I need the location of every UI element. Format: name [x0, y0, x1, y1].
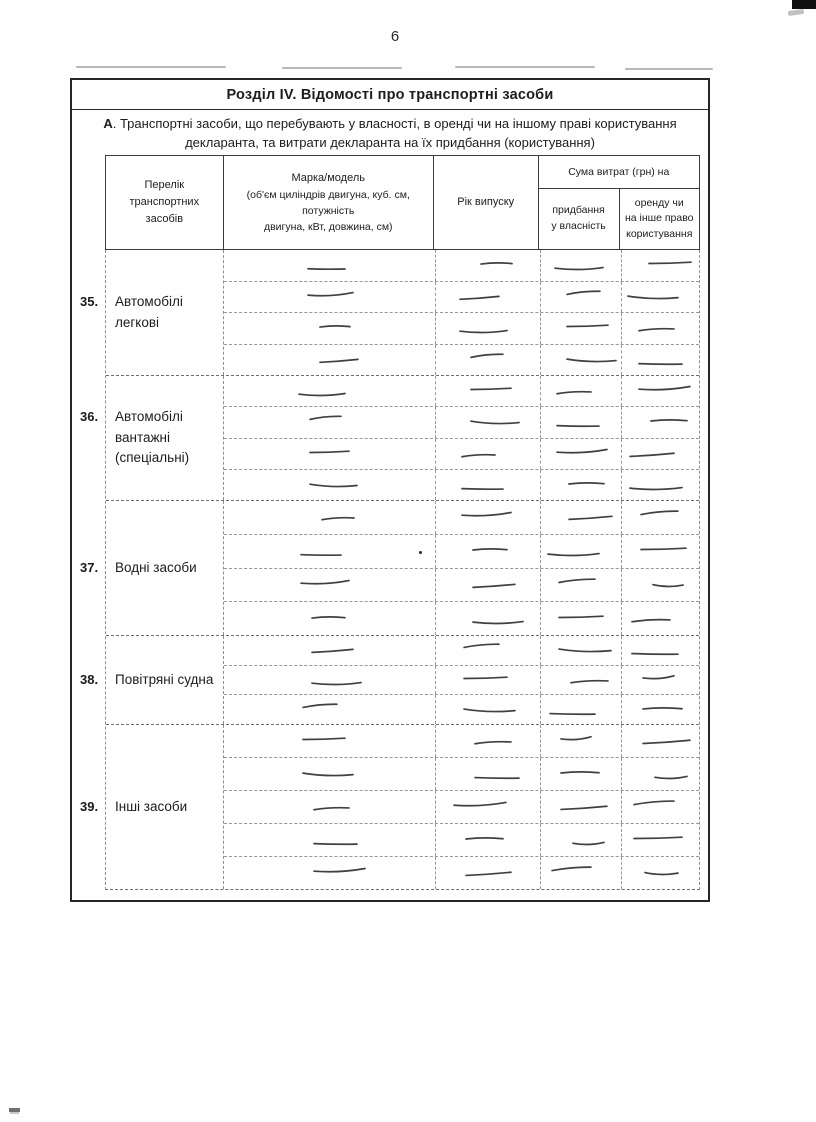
scan-streak-artifact: [455, 66, 595, 68]
entry-row: [224, 438, 699, 469]
entry-cell-purchase: [540, 695, 621, 724]
handwritten-dash-mark: [319, 514, 355, 525]
entry-cell-model: [224, 376, 435, 406]
entry-cell-year: [435, 791, 540, 823]
handwritten-dash-mark: [565, 321, 610, 331]
vehicle-row-group: [80, 250, 699, 375]
row-label-cell: [80, 725, 224, 889]
scan-corner-mark: [792, 0, 816, 9]
handwritten-dash-mark: [296, 389, 346, 400]
entry-cell-model: [224, 602, 435, 635]
entry-cell-year: [435, 439, 540, 469]
handwritten-dash-mark: [637, 382, 692, 394]
handwritten-dash-mark: [459, 450, 496, 461]
handwritten-dash-mark: [555, 388, 593, 399]
handwritten-dash-mark: [459, 509, 512, 520]
handwritten-dash-mark: [632, 833, 684, 843]
entry-row: [224, 665, 699, 695]
page-number: 6: [390, 28, 400, 45]
entry-cell-rent: [621, 345, 699, 376]
entry-cell-purchase: [540, 791, 621, 823]
handwritten-dash-mark: [547, 708, 596, 720]
entry-row: [224, 856, 699, 889]
handwritten-dash-mark: [559, 733, 593, 744]
handwritten-dash-mark: [473, 772, 521, 784]
header-model-column: [224, 156, 434, 249]
entry-cell-purchase: [540, 345, 621, 376]
handwritten-dash-mark: [459, 483, 504, 495]
handwritten-dash-mark: [312, 804, 351, 815]
row-label-line: Інші засоби: [115, 798, 188, 814]
row-label-line: Автомобілі: [115, 408, 183, 424]
entry-cell-year: [435, 602, 540, 635]
entry-cell-model: [224, 824, 435, 856]
entry-cell-year: [435, 313, 540, 344]
entry-cell-year: [435, 857, 540, 889]
handwritten-dash-mark: [625, 290, 679, 303]
entry-cell-model: [224, 535, 435, 568]
entry-cell-purchase: [540, 535, 621, 568]
handwritten-dash-mark: [631, 797, 675, 809]
handwritten-dash-mark: [461, 703, 516, 716]
entry-cell-model: [224, 569, 435, 602]
entry-cell-year: [435, 501, 540, 534]
entry-cell-model: [224, 636, 435, 665]
entry-cell-purchase: [540, 376, 621, 406]
handwritten-dash-mark: [312, 838, 359, 850]
row-label-cell: [80, 376, 224, 500]
entry-cell-purchase: [540, 439, 621, 469]
ink-dot-artifact: [419, 551, 422, 554]
row-entries: [224, 250, 699, 375]
header-vehicles-column: [106, 156, 224, 249]
section-title: Розділ IV. Відомості про транспортні засоби: [72, 80, 708, 110]
entry-cell-rent: [621, 824, 699, 856]
handwritten-dash-mark: [471, 580, 517, 592]
handwritten-dash-mark: [463, 833, 504, 844]
row-label: [80, 670, 214, 691]
handwritten-dash-mark: [639, 544, 688, 554]
entry-cell-purchase: [540, 407, 621, 437]
header-text-line: двигуна, кВт, довжина, см): [263, 221, 393, 234]
handwritten-dash-mark: [308, 412, 344, 424]
handwritten-dash-mark: [310, 678, 363, 689]
entry-cell-rent: [621, 758, 699, 790]
header-year-column: Рік випуску: [434, 156, 539, 249]
row-entries: [224, 725, 699, 889]
handwritten-dash-mark: [627, 449, 675, 461]
handwritten-dash-mark: [637, 325, 676, 336]
entry-cell-purchase: [540, 569, 621, 602]
row-label: [80, 292, 183, 334]
entry-cell-year: [435, 695, 540, 724]
handwritten-dash-mark: [312, 864, 367, 876]
entry-cell-year: [435, 636, 540, 665]
handwritten-dash-mark: [553, 263, 605, 274]
handwritten-dash-mark: [555, 420, 601, 432]
entry-row: [224, 601, 699, 635]
subtitle-text: . Транспортні засоби, що перебувають у власності, в оренді чи на іншому праві користування: [112, 116, 677, 131]
handwritten-dash-mark: [300, 700, 338, 712]
entry-cell-year: [435, 666, 540, 695]
entry-cell-purchase: [540, 725, 621, 757]
entry-cell-rent: [621, 313, 699, 344]
row-number: 37.: [80, 559, 99, 575]
entry-cell-rent: [621, 666, 699, 695]
handwritten-dash-mark: [457, 292, 500, 304]
entry-cell-purchase: [540, 250, 621, 281]
entry-cell-model: [224, 282, 435, 313]
entry-cell-model: [224, 501, 435, 534]
entry-cell-rent: [621, 407, 699, 437]
handwritten-dash-mark: [557, 644, 613, 657]
handwritten-dash-mark: [310, 612, 347, 623]
entry-row: [224, 636, 699, 665]
handwritten-dash-mark: [557, 612, 605, 622]
handwritten-dash-mark: [568, 677, 609, 688]
entry-cell-model: [224, 313, 435, 344]
entry-cell-year: [435, 407, 540, 437]
scan-streak-artifact: [282, 67, 402, 69]
handwritten-dash-mark: [452, 798, 508, 810]
handwritten-dash-mark: [462, 673, 509, 683]
row-label-line: вантажні: [115, 429, 171, 445]
table-body: [80, 250, 700, 890]
entry-cell-rent: [621, 282, 699, 313]
handwritten-dash-mark: [478, 259, 513, 270]
entry-cell-rent: [621, 725, 699, 757]
row-label-line: (спеціальні): [115, 450, 190, 466]
handwritten-dash-mark: [648, 416, 688, 427]
header-costs-group: [539, 156, 699, 249]
vehicle-row-group: [80, 375, 699, 500]
handwritten-dash-mark: [461, 640, 500, 652]
handwritten-dash-mark: [298, 549, 342, 561]
entry-cell-year: [435, 376, 540, 406]
entry-row: [224, 344, 699, 376]
vehicles-table: [80, 155, 700, 890]
handwritten-dash-mark: [457, 326, 508, 337]
declaration-section-box: [70, 78, 710, 902]
header-text-line: користування: [626, 227, 693, 240]
handwritten-dash-mark: [317, 355, 359, 367]
entry-row: [224, 406, 699, 437]
entry-cell-rent: [621, 501, 699, 534]
entry-cell-purchase: [540, 824, 621, 856]
entry-cell-rent: [621, 439, 699, 469]
handwritten-dash-mark: [643, 867, 681, 879]
entry-cell-model: [224, 470, 435, 500]
entry-cell-model: [224, 725, 435, 757]
handwritten-dash-mark: [641, 703, 684, 714]
row-label: [80, 797, 188, 818]
handwritten-dash-mark: [627, 482, 683, 493]
handwritten-dash-mark: [549, 863, 592, 875]
row-label-cell: [80, 501, 224, 635]
handwritten-dash-mark: [566, 512, 613, 524]
handwritten-dash-mark: [545, 549, 600, 560]
entry-cell-purchase: [540, 636, 621, 665]
entry-row: [224, 501, 699, 534]
entry-row: [224, 790, 699, 823]
entry-cell-year: [435, 758, 540, 790]
handwritten-dash-mark: [566, 478, 605, 489]
entry-cell-rent: [621, 250, 699, 281]
entry-cell-model: [224, 695, 435, 724]
handwritten-dash-mark: [463, 868, 512, 880]
handwritten-dash-mark: [564, 287, 602, 299]
vehicle-row-group: [80, 635, 699, 724]
handwritten-dash-mark: [301, 734, 347, 744]
vehicle-row-group: [80, 724, 699, 889]
scan-smudge-bottom-left: [9, 1108, 20, 1112]
row-label-line: легкові: [115, 314, 160, 330]
entry-cell-rent: [621, 636, 699, 665]
handwritten-dash-mark: [469, 416, 521, 429]
entry-cell-model: [224, 439, 435, 469]
entry-cell-rent: [621, 470, 699, 500]
header-text-line: оренду чи: [634, 197, 684, 210]
entry-cell-year: [435, 535, 540, 568]
handwritten-dash-mark: [641, 736, 692, 748]
scan-streak-artifact: [625, 68, 713, 70]
entry-cell-rent: [621, 791, 699, 823]
entry-cell-model: [224, 250, 435, 281]
entry-cell-purchase: [540, 282, 621, 313]
handwritten-dash-mark: [637, 358, 684, 370]
entry-row: [224, 725, 699, 757]
handwritten-dash-mark: [469, 350, 506, 362]
row-number: 39.: [80, 798, 99, 814]
handwritten-dash-mark: [650, 579, 685, 591]
header-rent-column: [620, 189, 699, 249]
row-label: [80, 558, 197, 579]
row-label-line: Автомобілі: [115, 293, 183, 309]
header-text-line: Перелік: [144, 178, 185, 191]
header-text-line: придбання: [552, 204, 605, 217]
entry-row: [224, 250, 699, 281]
entry-cell-model: [224, 791, 435, 823]
handwritten-dash-mark: [298, 576, 350, 587]
entry-cell-year: [435, 569, 540, 602]
header-text-line: у власність: [551, 220, 606, 232]
handwritten-dash-mark: [310, 645, 355, 657]
row-entries: [224, 376, 699, 500]
entry-cell-rent: [621, 695, 699, 724]
header-costs-subcolumns: [539, 189, 699, 249]
row-number: 36.: [80, 408, 99, 424]
header-costs-title: Сума витрат (грн) на: [539, 156, 699, 189]
handwritten-dash-mark: [308, 478, 359, 491]
handwritten-dash-mark: [557, 575, 597, 587]
handwritten-dash-mark: [559, 802, 609, 814]
handwritten-dash-mark: [471, 616, 525, 627]
row-entries: [224, 501, 699, 635]
handwritten-dash-mark: [647, 258, 693, 268]
handwritten-dash-mark: [306, 288, 355, 299]
entry-row: [224, 376, 699, 406]
header-text-line: Марка/модель: [291, 171, 365, 184]
handwritten-dash-mark: [306, 263, 347, 275]
row-number: 35.: [80, 293, 99, 309]
handwritten-dash-mark: [300, 768, 354, 781]
handwritten-dash-mark: [473, 738, 513, 749]
row-label-cell: [80, 636, 224, 724]
handwritten-dash-mark: [641, 672, 676, 683]
vehicle-row-group: [80, 500, 699, 635]
scan-corner-smudge: [788, 9, 805, 16]
row-label-cell: [80, 250, 224, 375]
entry-cell-model: [224, 857, 435, 889]
entry-cell-purchase: [540, 470, 621, 500]
subtitle-line-2: декларанта, та витрати декларанта на їх придбання (користування): [185, 134, 595, 150]
row-entries: [224, 636, 699, 724]
entry-cell-rent: [621, 535, 699, 568]
entry-row: [224, 757, 699, 790]
entry-cell-year: [435, 725, 540, 757]
entry-cell-year: [435, 345, 540, 376]
entry-cell-year: [435, 250, 540, 281]
handwritten-dash-mark: [559, 767, 601, 778]
entry-cell-purchase: [540, 857, 621, 889]
entry-cell-year: [435, 824, 540, 856]
subtitle-line-1: [72, 115, 708, 134]
entry-cell-model: [224, 758, 435, 790]
subtitle-lead-letter: А: [103, 116, 113, 131]
entry-cell-year: [435, 282, 540, 313]
entry-cell-purchase: [540, 758, 621, 790]
header-text-line: транспортних засобів: [129, 195, 200, 226]
row-label-line: Водні засоби: [115, 559, 197, 575]
handwritten-dash-mark: [652, 772, 688, 783]
entry-cell-rent: [621, 569, 699, 602]
section-subtitle: [72, 110, 708, 159]
header-text-line: на інше право: [624, 212, 694, 225]
entry-cell-model: [224, 407, 435, 437]
table-header: [105, 155, 700, 250]
handwritten-dash-mark: [555, 445, 609, 457]
entry-row: [224, 694, 699, 724]
entry-cell-rent: [621, 602, 699, 635]
handwritten-dash-mark: [570, 838, 605, 848]
entry-row: [224, 281, 699, 313]
handwritten-dash-mark: [317, 322, 351, 333]
entry-cell-purchase: [540, 313, 621, 344]
entry-cell-purchase: [540, 666, 621, 695]
entry-cell-purchase: [540, 602, 621, 635]
entry-cell-year: [435, 470, 540, 500]
entry-cell-rent: [621, 857, 699, 889]
handwritten-dash-mark: [564, 353, 617, 366]
entry-row: [224, 469, 699, 500]
entry-row: [224, 534, 699, 568]
entry-row: [224, 823, 699, 856]
handwritten-dash-mark: [308, 447, 351, 457]
handwritten-dash-mark: [629, 615, 671, 626]
entry-cell-model: [224, 666, 435, 695]
row-number: 38.: [80, 671, 99, 687]
entry-cell-model: [224, 345, 435, 376]
entry-row: [224, 568, 699, 602]
row-label: [80, 407, 190, 470]
handwritten-dash-mark: [469, 384, 513, 394]
handwritten-dash-mark: [639, 507, 680, 519]
header-text-line: (об'єм циліндрів двигуна, куб. см, потужність: [246, 188, 410, 217]
handwritten-dash-mark: [629, 648, 679, 660]
entry-cell-rent: [621, 376, 699, 406]
row-label-line: Повітряні судна: [115, 671, 214, 687]
entry-row: [224, 312, 699, 344]
handwritten-dash-mark: [471, 545, 509, 556]
header-purchase-column: [539, 189, 620, 249]
entry-cell-purchase: [540, 501, 621, 534]
scan-streak-artifact: [76, 66, 226, 68]
